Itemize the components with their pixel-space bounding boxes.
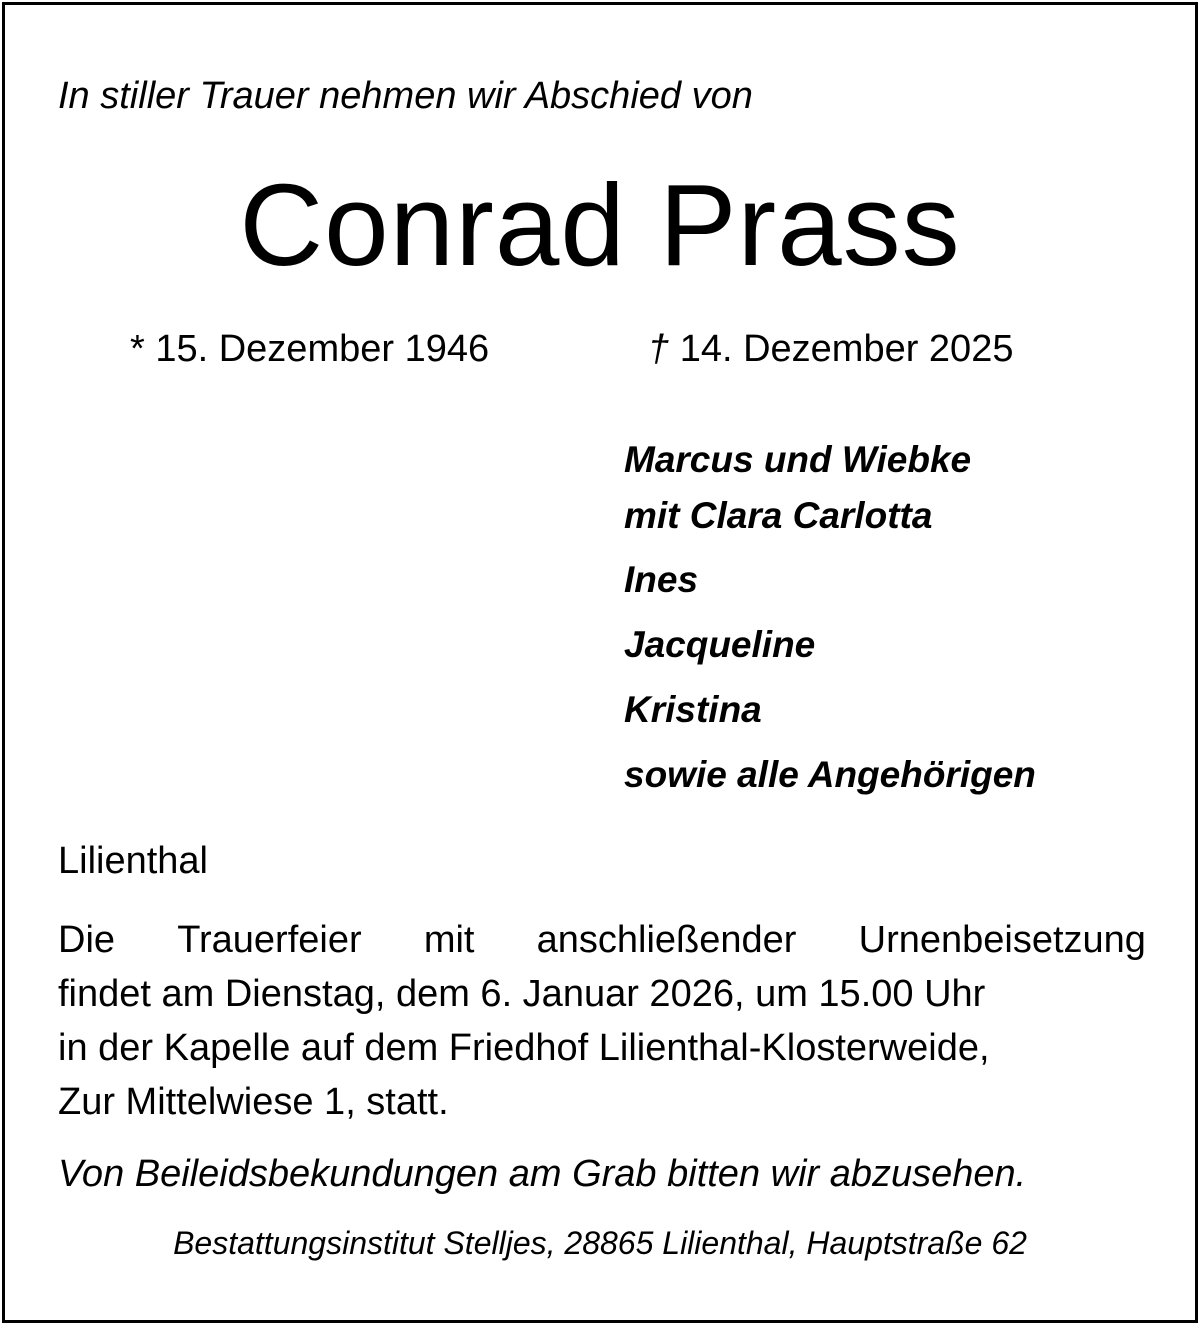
service-word: Urnenbeisetzung (858, 919, 1146, 961)
service-word: Die (58, 919, 116, 961)
service-line-1 (58, 917, 1146, 963)
service-word: anschließender (536, 919, 797, 961)
mourner-line: Ines (624, 559, 699, 600)
death-date (648, 326, 1013, 372)
service-word: mit (423, 919, 475, 961)
mourner-line: sowie alle Angehörigen (624, 754, 1036, 795)
service-line-2: findet am Dienstag, dem 6. Januar 2026, um 15.00 Uhr (58, 973, 986, 1015)
mourner-line: mit Clara Carlotta (624, 495, 933, 536)
mourner-line: Marcus und Wiebke (624, 439, 972, 480)
death-date-text: 14. Dezember 2025 (669, 328, 1014, 370)
service-word: Trauerfeier (177, 919, 362, 961)
undertaker-info: Bestattungsinstitut Stelljes, 28865 Lilienthal, Hauptstraße 62 (173, 1225, 1027, 1261)
place-name: Lilienthal (58, 840, 208, 882)
mourner-line: Jacqueline (624, 624, 816, 665)
intro-text: In stiller Trauer nehmen wir Abschied von (58, 75, 753, 117)
service-line-4: Zur Mittelwiese 1, statt. (58, 1081, 449, 1123)
mourner-line: Kristina (624, 689, 762, 730)
birth-date: * 15. Dezember 1946 (130, 328, 490, 370)
condolence-note: Von Beileidsbekundungen am Grab bitten wir abzusehen. (58, 1153, 1027, 1195)
service-line-3: in der Kapelle auf dem Friedhof Lilienthal-Klosterweide, (58, 1027, 990, 1069)
cross-symbol: † (648, 328, 670, 370)
deceased-name: Conrad Prass (239, 160, 961, 290)
